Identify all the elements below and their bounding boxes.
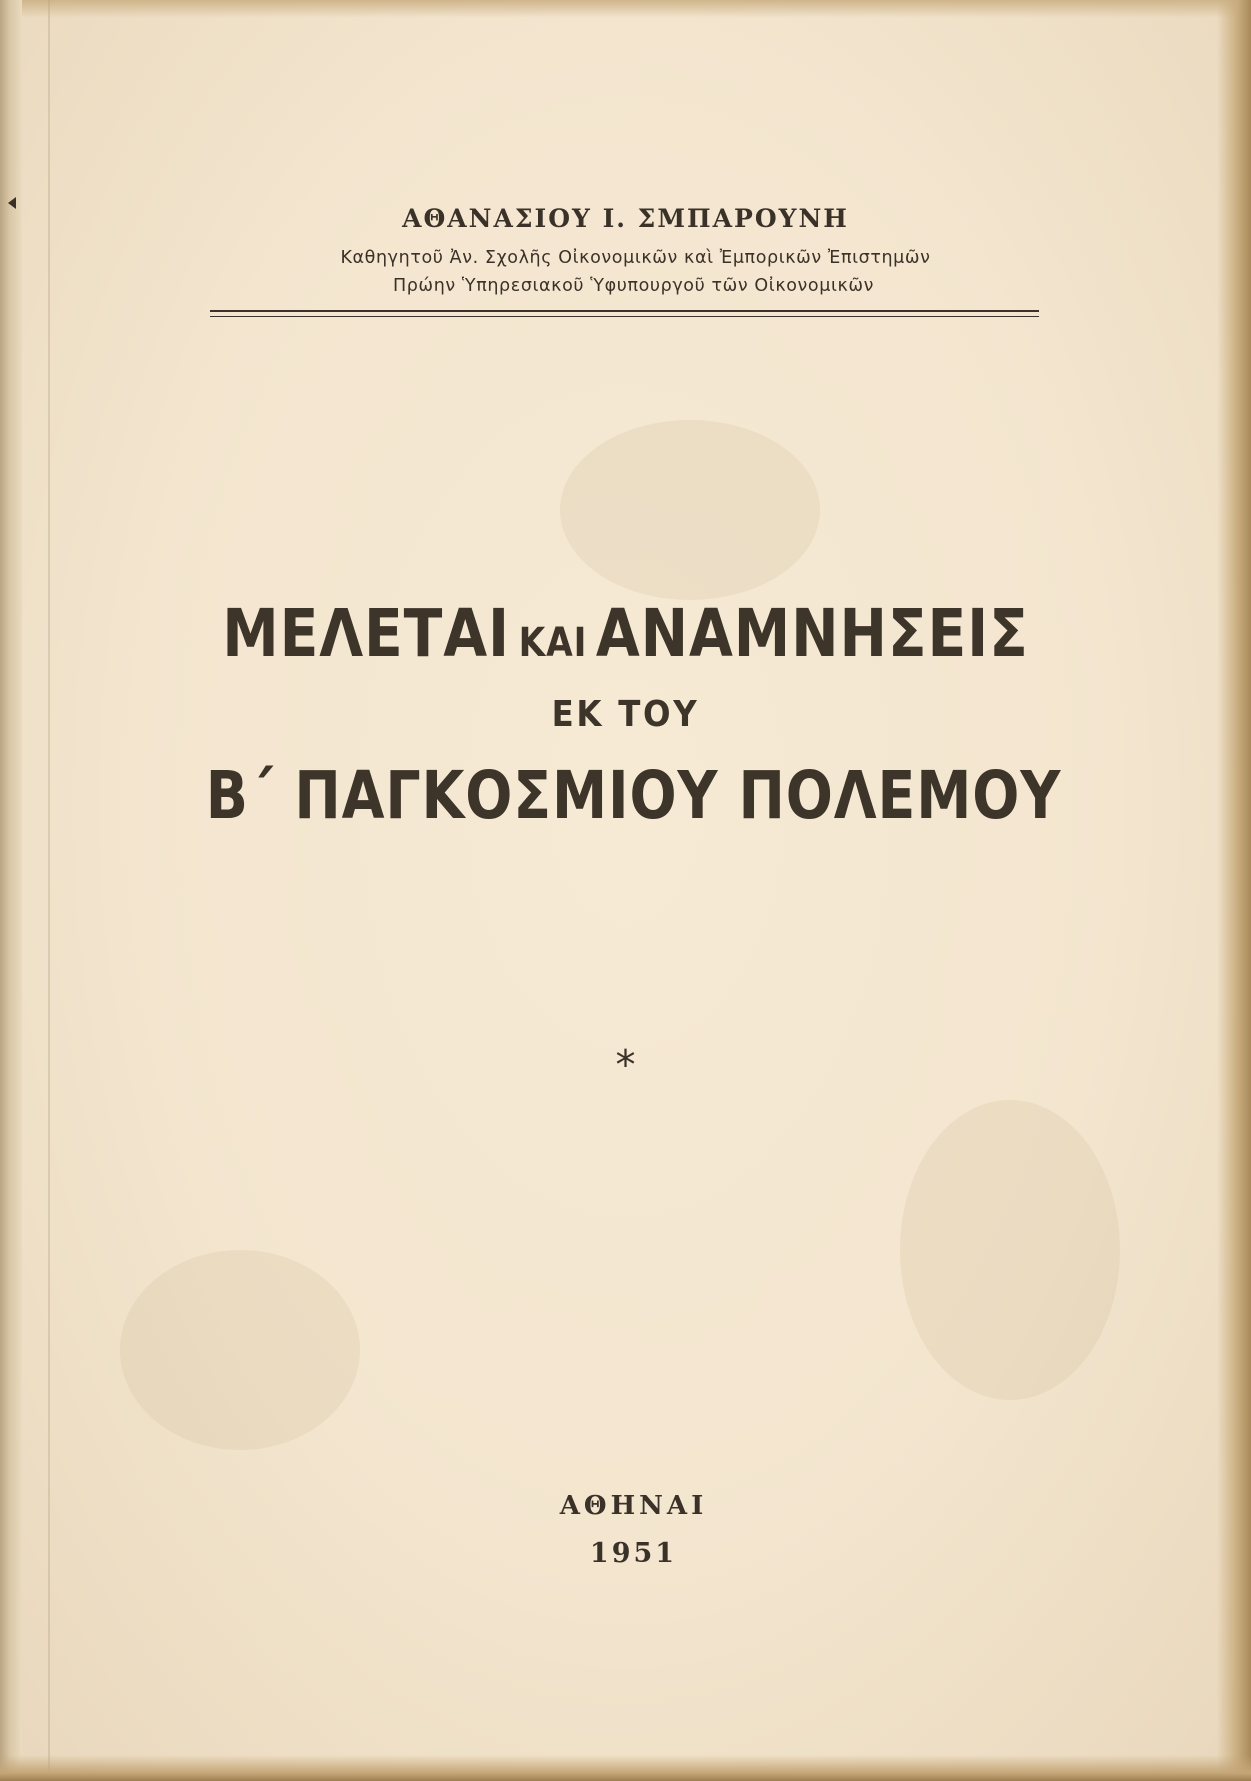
publication-city: ΑΘΗΝΑΙ bbox=[559, 1491, 708, 1521]
book-title-line-3: Β΄ ΠΑΓΚΟΣΜΙΟΥ ΠΟΛΕΜΟΥ bbox=[205, 757, 1062, 834]
book-title-line-2: ΕΚ ΤΟΥ bbox=[551, 694, 700, 735]
paper-stain bbox=[560, 420, 820, 600]
author-name: ΑΘΑΝΑΣΙΟΥ Ι. ΣΜΠΑΡΟΥΝΗ bbox=[402, 204, 849, 233]
title-word-anamniseis: ΑΝΑΜΝΗΣΕΙΣ bbox=[595, 595, 1029, 672]
author-credential-professor: Καθηγητοῦ Ἀν. Σχολῆς Οἰκονομικῶν καὶ Ἐμπορικῶν Ἐπιστημῶν bbox=[340, 248, 931, 268]
double-rule-top bbox=[210, 310, 1039, 312]
top-worn-edge bbox=[0, 0, 1251, 18]
bottom-worn-edge bbox=[0, 1755, 1251, 1781]
double-rule-bottom bbox=[210, 316, 1039, 317]
title-word-kai: ΚΑΙ bbox=[518, 620, 588, 666]
publication-year: 1951 bbox=[589, 1538, 678, 1569]
asterisk-ornament: ⁎ bbox=[615, 1030, 636, 1076]
author-credential-former-deputy-minister: Πρώην Ὑπηρεσιακοῦ Ὑφυπουργοῦ τῶν Οἰκονομικῶν bbox=[392, 276, 875, 296]
paper-stain bbox=[120, 1250, 360, 1450]
paper-stain bbox=[900, 1100, 1120, 1400]
book-title-line-1 bbox=[88, 595, 1164, 672]
title-word-meletai: ΜΕΛΕΤΑΙ bbox=[222, 595, 510, 672]
